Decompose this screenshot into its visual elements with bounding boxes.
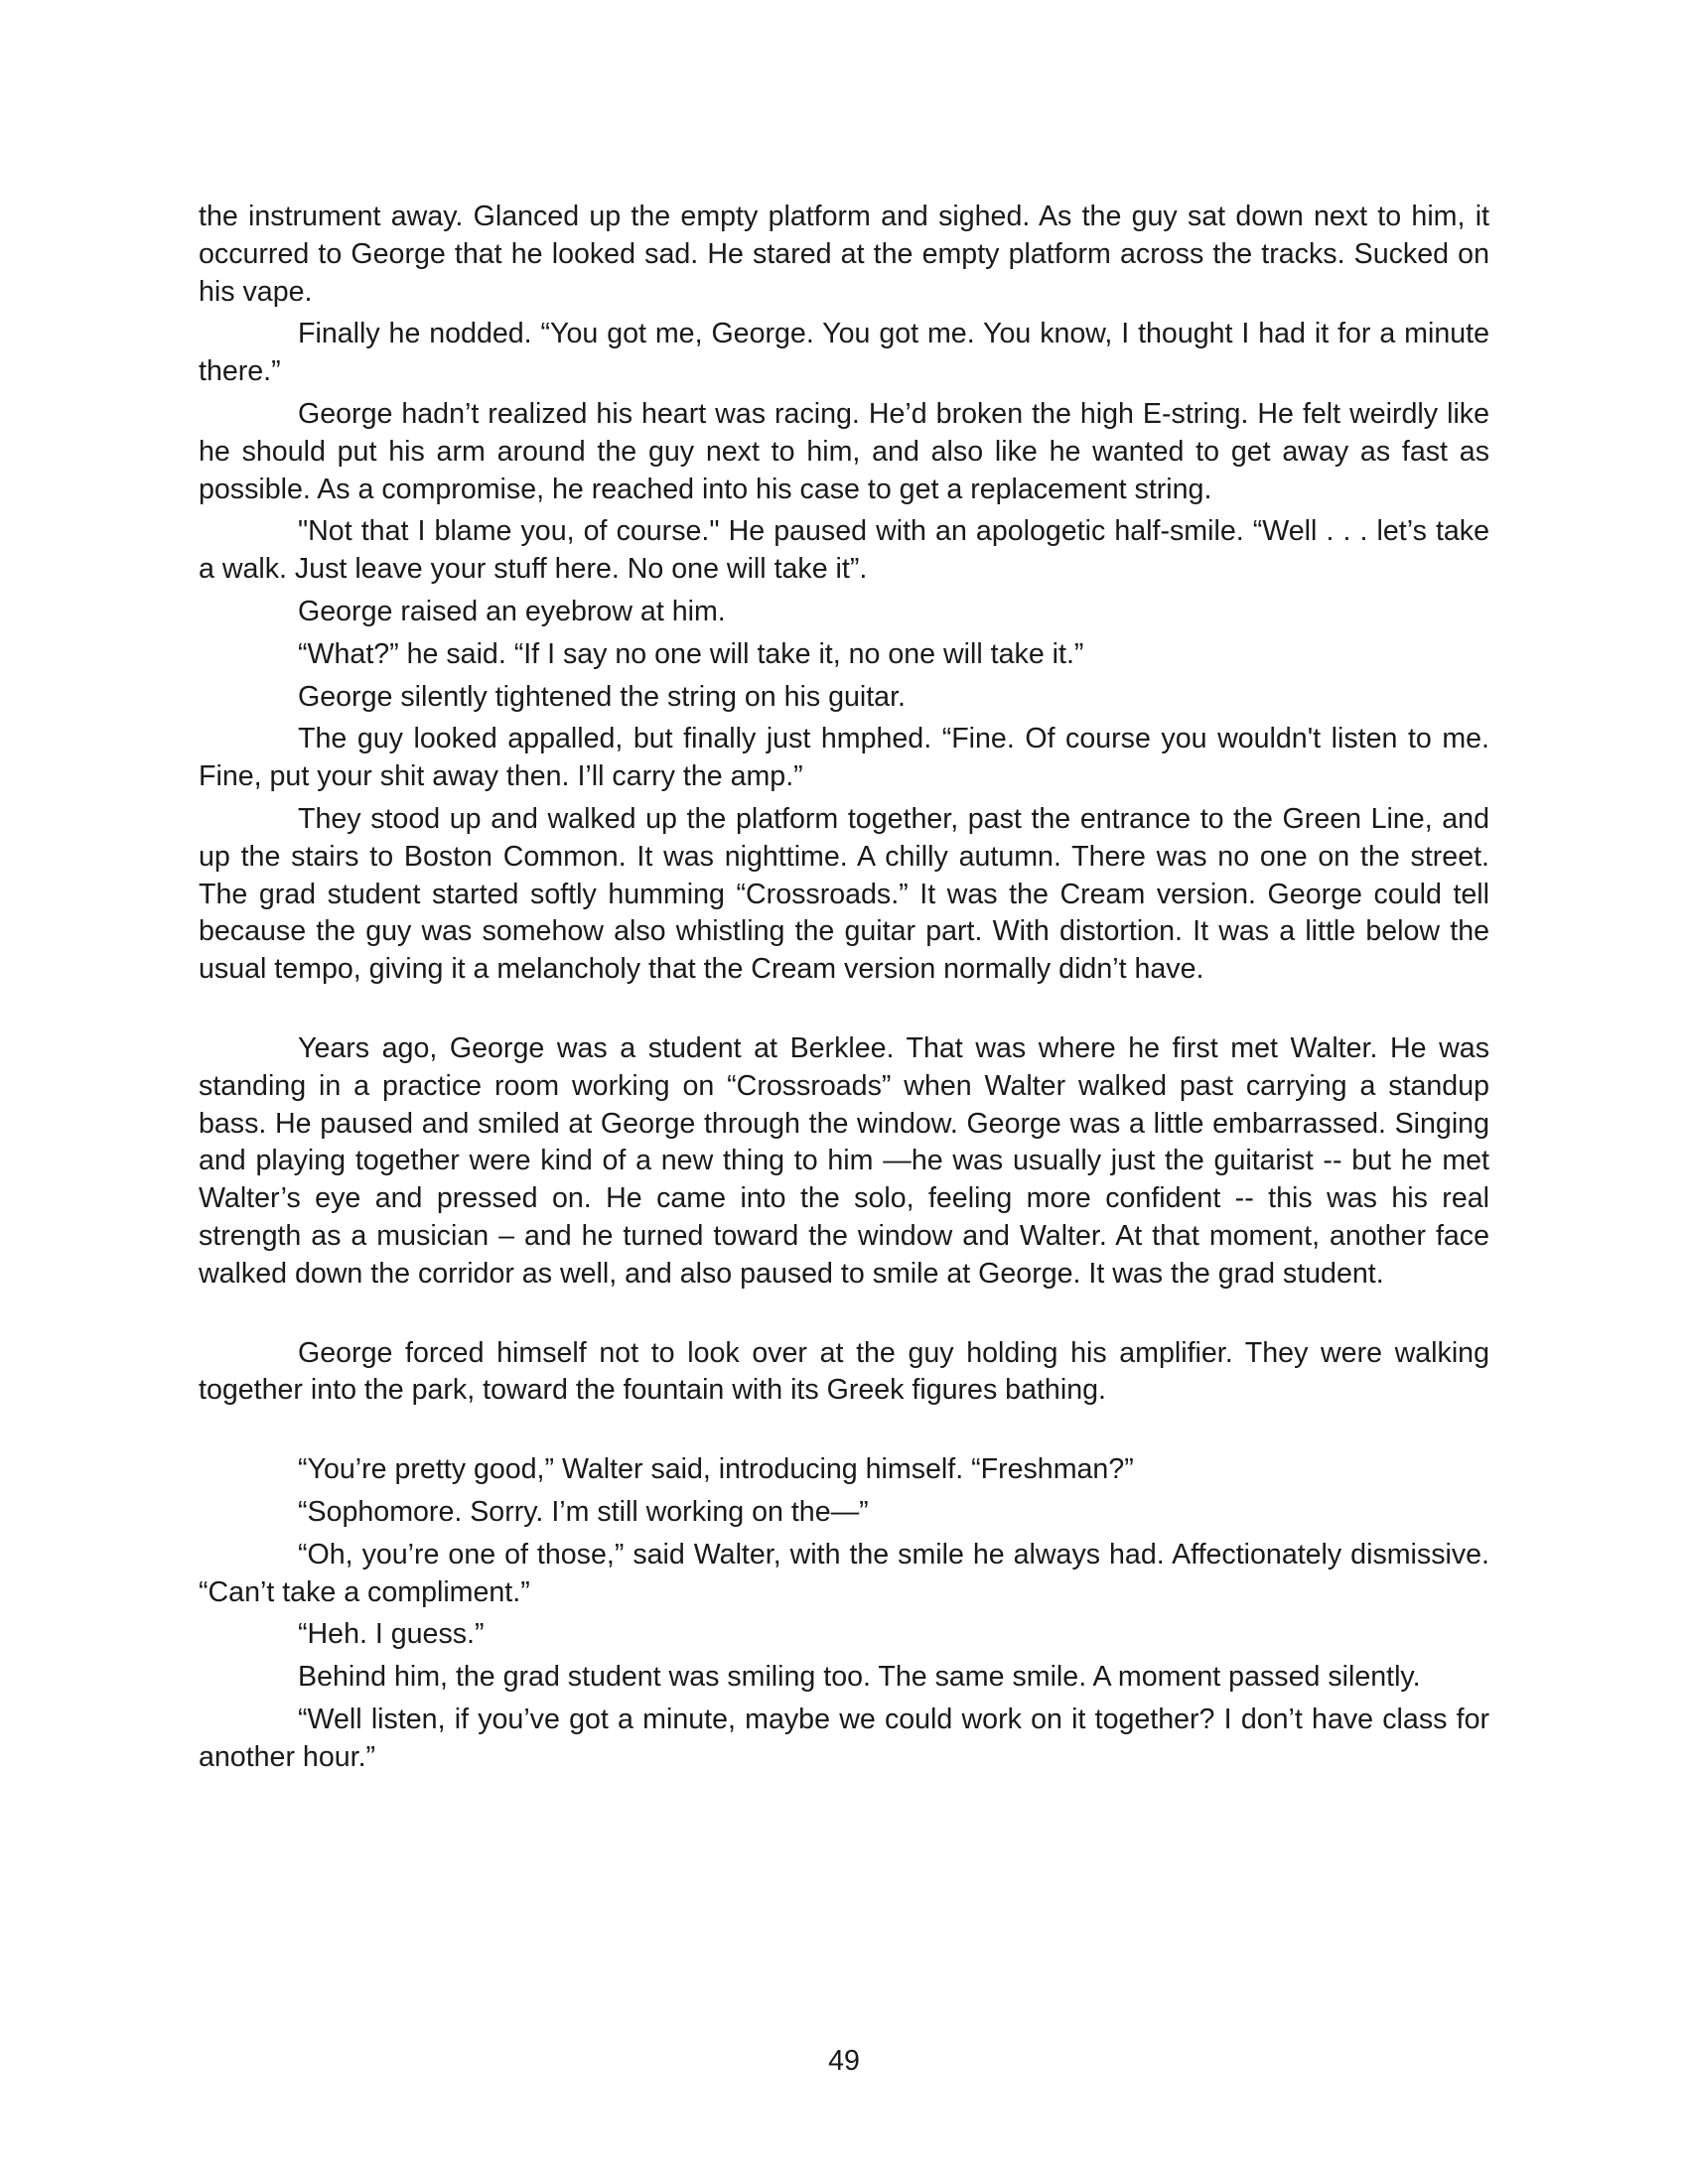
paragraph: Finally he nodded. “You got me, George. You got me. You know, I thought I had it for a minute there.” (199, 318, 1489, 388)
paragraph: “Heh. I guess.” (298, 1618, 485, 1651)
paragraph: George raised an eyebrow at him. (298, 595, 726, 627)
paragraph: George forced himself not to look over at the guy holding his amplifier. They were walking together into the park, toward the fountain with its Greek figures bathing. (199, 1336, 1489, 1407)
paragraph: “You’re pretty good,” Walter said, introducing himself. “Freshman?” (298, 1453, 1134, 1486)
paragraph: Years ago, George was a student at Berklee. That was where he first met Walter. He was standing in a practice room working on “Crossroads” when Walter walked past carrying a standup bass. He paused and smiled at George through the window. George was a little embarrassed. Singing and playing together were kind of a new thing to him —he was usually just the guitarist -- but he met Walter’s eye and pressed on. He came into the solo, feeling more confident -- this was his real strength as a musician – and he turned toward the window and Walter. At that moment, another face walked down the corridor as well, and also paused to smile at George. It was the grad student. (199, 1031, 1489, 1290)
paragraph: “Oh, you’re one of those,” said Walter, with the smile he always had. Affectionately dismissive. “Can’t take a compliment.” (199, 1538, 1489, 1608)
body-text (199, 199, 1489, 1781)
paragraph: “Sophomore. Sorry. I’m still working on the—” (298, 1495, 869, 1528)
paragraph: They stood up and walked up the platform together, past the entrance to the Green Line, and up the stairs to Boston Common. It was nighttime. A chilly autumn. There was no one on the street. The grad student started softly humming “Crossroads.” It was the Cream version. George could tell because the guy was somehow also whistling the guitar part. With distortion. It was a little below the usual tempo, giving it a melancholy that the Cream version normally didn’t have. (199, 802, 1489, 986)
paragraph: “What?” he said. “If I say no one will take it, no one will take it.” (298, 637, 1084, 670)
paragraph: George hadn’t realized his heart was racing. He’d broken the high E-string. He felt weirdly like he should put his arm around the guy next to him, and also like he wanted to get away as fast as possible. As a compromise, he reached into his case to get a replacement string. (199, 397, 1489, 505)
page-number: 49 (828, 2045, 860, 2077)
paragraph: Behind him, the grad student was smiling too. The same smile. A moment passed silently. (298, 1661, 1421, 1694)
paragraph-continuation: the instrument away. Glanced up the empty platform and sighed. As the guy sat down next to him, it occurred to George that he looked sad. He stared at the empty platform across the tracks. Sucked on his vape. (199, 201, 1489, 308)
paragraph: George silently tightened the string on his guitar. (298, 680, 906, 713)
paragraph: "Not that I blame you, of course." He paused with an apologetic half-smile. “Well . . . let’s take a walk. Just leave your stuff here. No one will take it”. (199, 515, 1489, 586)
paragraph: The guy looked appalled, but finally just hmphed. “Fine. Of course you wouldn't listen to me. Fine, put your shit away then. I’ll carry the amp.” (199, 723, 1489, 793)
paragraph: “Well listen, if you’ve got a minute, maybe we could work on it together? I don’t have class for another hour.” (199, 1703, 1489, 1773)
